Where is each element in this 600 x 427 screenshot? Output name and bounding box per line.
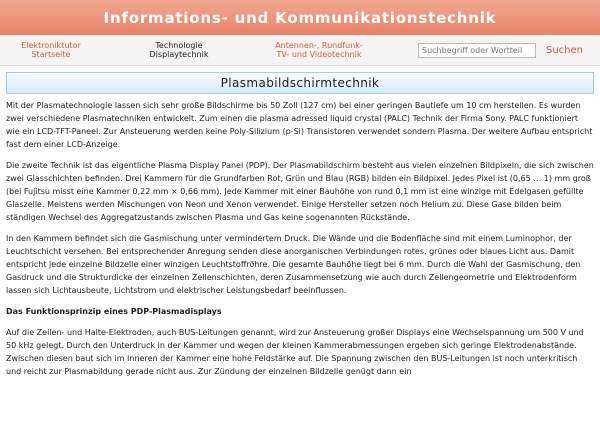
nav-link-startseite[interactable]: [8, 41, 94, 59]
search-button[interactable]: Suchen: [546, 44, 584, 56]
section-heading: Das Funktionsprinzip eines PDP-Plasmadisplays: [6, 307, 222, 316]
paragraph-kammern: In den Kammern befindet sich die Gasmischung unter vermindertem Druck. Die Wände und die Bodenfläche sind mit einem Luminophor, der Leuchtschicht versehen. Bei entsprechender Anregung senden diese anorganischen Verbindungen rotes, grünes oder blaues Licht aus. Damit entspricht jede einzelne Bildzelle einer winzigen Leuchtstoffröhre. Die gesamte Bauhöhe liegt bei 6 mm. Durch die Wahl der Gasmischung, den Gasdruck und die Strukturdicke der einzelnen Zellenschichten, deren Zusammensetzung wie auch durch Zellengeometrie und Elektrodenform lassen sich Lichtausbeute, Lichtstrom und elektrischer Leistungsbedarf beeinflussen.: [6, 234, 581, 295]
nav-link-displaytechnik[interactable]: [134, 41, 224, 59]
nav-link-rundfunk[interactable]: [264, 41, 374, 59]
article-content: [0, 94, 600, 378]
nav-link-line: TV- und Videotechnik: [276, 50, 362, 59]
paragraph-palc: Mit der Plasmatechnologie lassen sich sehr große Bildschirme bis 50 Zoll (127 cm) bei einer geringen Bautiefe um 10 cm herstellen. Es wurden zwei verschiedene Plasmatechniken entwickelt. Zum einen die plasma adressed liquid crystal (PALC) Technik der Firma Sony. PALC funktioniert wie ein LCD-TFT-Paneel. Zur Ansteuerung werden keine Poly-Silizium (p-Si) Transistoren verwendet sondern Plasma. Der weitere Aufbau entspricht fast dem einer LCD-Anzeige.: [6, 101, 593, 149]
page-title-box: [6, 72, 594, 94]
search-input[interactable]: [418, 43, 536, 58]
paragraph-pdp: Die zweite Technik ist das eigentliche Plasma Display Panel (PDP). Der Plasmabildschirm besteht aus vielen einzelnen Bildpixeln, die sich zwischen zwei Glasschichten befinden. Drei Kammern für die Grundfarben Rot, Grün und Blau (RGB) bilden ein Bildpixel. Jedes Pixel ist (0,65 … 1) mm groß (bei Fujitsu misst eine Kammer 0,22 mm × 0,66 mm). Jede Kammer mit einer Bauhöhe von rund 0,1 mm ist eine winzige mit Edelgasen gefüllte Glaszelle. Meistens werden Mischungen von Neon und Xenon verwendet. Einige Hersteller setzen noch Helium zu. Diese Gase bilden beim ständigen Wechsel des Aggregatzustands zwischen Plasma und Gas keine sogenannten Rückstände.: [6, 161, 594, 222]
nav-link-line: Startseite: [31, 50, 71, 59]
paragraph-funktionsprinzip: Auf die Zeilen- und Halte-Elektroden, auch BUS-Leitungen genannt, wird zur Ansteuerung großer Displays eine Wechselspannung um 500 V und 50 kHz gelegt. Durch den Unterdruck in der Kammer und wegen der kleinen Kammerabmessungen ergeben sich geringe Elektrodenabstände. Zwischen diesen baut sich im Inneren der Kammer eine hohe Feldstärke auf. Die Spannung zwischen den BUS-Leitungen ist noch unterkritisch und reicht zur Plasmabildung gerade nicht aus. Zur Zündung der einzelnen Bildzelle genügt dann ein: [6, 328, 584, 376]
site-banner: [0, 0, 600, 35]
page-title: Plasmabildschirmtechnik: [220, 76, 380, 90]
top-navigation: [0, 35, 600, 66]
nav-link-line: Antennen-, Rundfunk-: [275, 41, 363, 50]
nav-link-line: Displaytechnik: [149, 50, 209, 59]
nav-link-line: Technologie: [155, 41, 203, 50]
site-title: Informations- und Kommunikationstechnik: [103, 8, 497, 27]
nav-link-line: Elektroniktutor: [21, 41, 81, 50]
